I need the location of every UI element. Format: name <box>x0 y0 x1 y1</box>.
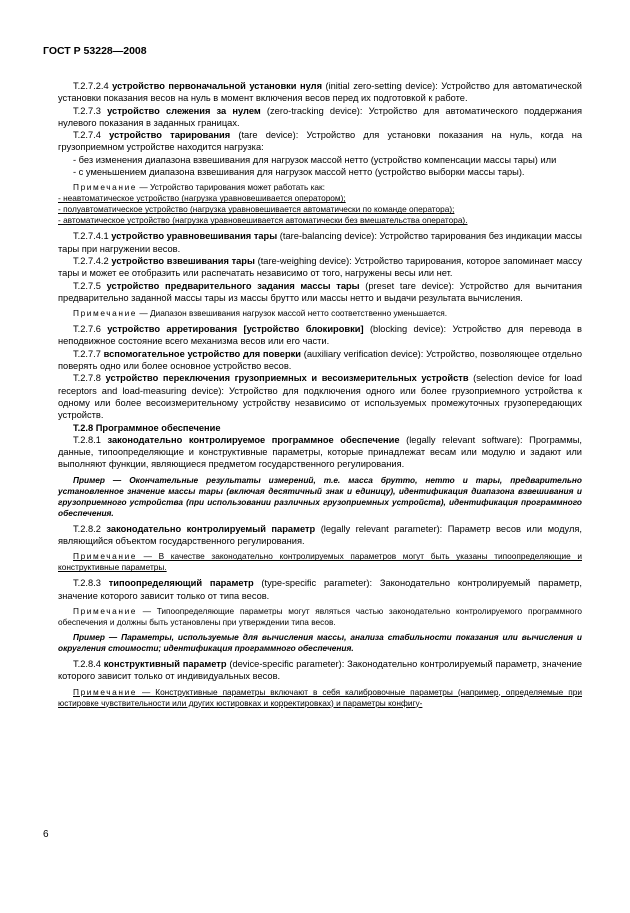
note-text: — Диапазон взвешивания нагрузок массой нетто соответственно уменьшается. <box>137 308 448 319</box>
paragraph <box>58 154 582 166</box>
term-name: устройство взвешивания тары <box>111 255 255 266</box>
example-text: Пример — Окончательные результаты измерений, т.е. масса брутто, нетто и тары, предварительно установленное значение массы тары (включая десятичный знак и единицу), идентификация диапазона взвешивания и грузоприемного устройства (при использовании различных грузоприемных устройств), идентификация программного обеспечения. <box>58 474 582 518</box>
term-number: Т.2.8.3 <box>73 578 101 589</box>
paragraph-text: - без изменения диапазона взвешивания для нагрузок массой нетто (устройство компенсации массы тары) или <box>73 154 557 165</box>
term-definition <box>58 577 582 602</box>
term-definition <box>58 348 582 373</box>
term-definition <box>58 372 582 421</box>
note-label: Примечание <box>73 605 138 616</box>
term-name: законодательно контролируемый параметр <box>106 523 316 534</box>
term-name: устройство предварительного задания массы тары <box>106 280 360 291</box>
paragraph-text: - с уменьшением диапазона взвешивания для нагрузок массой нетто (устройство выборки массы тары). <box>73 167 525 178</box>
term-name: конструктивный параметр <box>103 658 227 669</box>
note <box>58 308 582 319</box>
example <box>58 475 582 519</box>
term-text: (legally relevant software): Программы, данные, типоопределяющие и конструктивные параметры, которые принадлежат весам или модулю и задают или выполняют функции, являющиеся предметом государственного регулирования. <box>58 434 582 470</box>
note-line <box>58 193 582 204</box>
term-definition <box>58 230 582 255</box>
term-definition <box>58 323 582 348</box>
term-number: Т.2.7.5 <box>73 280 101 291</box>
term-text: (tare-balancing device): Устройство тарирования без индикации массы тары при нагружении весов. <box>58 231 582 254</box>
term-name: устройство арретирования [устройство блокировки] <box>107 324 364 335</box>
note-text: — Устройство тарирования может работать как: <box>137 182 325 193</box>
term-definition <box>58 280 582 305</box>
note-line-text: - автоматическое устройство (нагрузка уравновешивается автоматически без вмешательства оператора). <box>58 215 468 226</box>
page-number: 6 <box>43 829 49 840</box>
term-name: устройство уравновешивания тары <box>111 231 278 242</box>
term-name: вспомогательное устройство для поверки <box>103 348 301 359</box>
term-text: (auxiliary verification device): Устройство, позволяющее отдельно поверять одно или более основное устройство весов. <box>58 348 582 372</box>
note-label: Примечание <box>73 551 138 562</box>
term-definition <box>58 658 582 683</box>
term-number: Т.2.7.4 <box>73 130 101 141</box>
term-name: устройство переключения грузоприемных и весоизмерительных устройств <box>105 373 469 384</box>
note <box>58 551 582 573</box>
note-text: — Конструктивные параметры включают в себя калибровочные параметры (например, определяемые при юстировке чувствительности или других юстировках и корректировках) и параметры конфигу- <box>58 686 582 708</box>
note-line-text: - неавтоматическое устройство (нагрузка уравновешивается оператором); <box>58 193 346 204</box>
term-text: (initial zero-setting device): Устройство для автоматической установки показания весов на нуль в момент включения весов перед их подготовкой к работе. <box>58 81 582 104</box>
term-definition <box>58 523 582 548</box>
term-text: (type-specific parameter): Законодательно контролируемый параметр, значение которого зависит только от типа весов. <box>58 578 582 601</box>
note <box>58 182 582 193</box>
term-text: (blocking device): Устройство для перевода в неподвижное состояние всего механизма весов или его части. <box>58 324 582 347</box>
term-text: (selection device for load receptors and load-measuring device): Устройство для подключения одного или более грузоприемного устройства к одному или более весоизмерительному устройству независимо от используемых промежуточных грузопередающих устройств. <box>58 373 582 421</box>
term-text: (legally relevant parameter): Параметр весов или модуля, являющийся объектом государственного регулирования. <box>58 523 582 547</box>
term-number: Т.2.7.2.4 <box>73 81 109 91</box>
term-text: (zero-tracking device): Устройство для автоматического поддержания нулевого показания в заданных границах. <box>58 105 582 128</box>
example-text: Пример — Параметры, используемые для вычисления массы, анализа стабильности показания или вычисления и округления стоимости; идентификация программного обеспечения. <box>58 631 582 653</box>
term-definition <box>58 255 582 280</box>
term-text: (device-specific parameter): Законодательно контролируемый параметр, значение которого зависит только от индивидуальных весов. <box>58 658 582 682</box>
term-name: типоопределяющий параметр <box>108 578 254 589</box>
document-body <box>58 80 582 709</box>
term-definition <box>58 80 582 105</box>
note-label: Примечание <box>73 308 138 319</box>
section-heading-text: Т.2.8 Программное обеспечение <box>73 422 221 433</box>
note-label: Примечание <box>73 182 138 193</box>
term-number: Т.2.7.4.1 <box>73 231 109 242</box>
example <box>58 632 582 654</box>
note <box>58 606 582 628</box>
note-line <box>58 215 582 226</box>
term-number: Т.2.8.4 <box>73 658 101 669</box>
term-name: законодательно контролируемое программное обеспечение <box>107 434 400 445</box>
note <box>58 687 582 709</box>
note-label: Примечание <box>73 686 138 697</box>
term-number: Т.2.7.3 <box>73 105 101 116</box>
term-number: Т.2.7.8 <box>73 373 101 384</box>
note-line <box>58 204 582 215</box>
term-text: (tare device): Устройство для установки показания на нуль, когда на грузоприемном устройстве находится нагрузка: <box>58 130 583 153</box>
section-heading <box>58 422 582 434</box>
term-number: Т.2.7.4.2 <box>73 255 109 266</box>
note-text: — Типоопределяющие параметры могут являться частью законодательно контролируемого программного обеспечения и должны быть установлены при утверждении типа весов. <box>58 605 582 627</box>
paragraph <box>58 166 582 178</box>
term-text: (preset tare device): Устройство для вычитания предварительно заданной массы тары из массы брутто или массы нетто и выдачи результата вычисления. <box>58 280 582 303</box>
term-definition <box>58 434 582 471</box>
term-name: устройство тарирования <box>109 130 231 141</box>
page-header: ГОСТ Р 53228—2008 <box>43 45 147 57</box>
term-number: Т.2.8.2 <box>73 523 101 534</box>
note-text: — В качестве законодательно контролируемых параметров могут быть указаны типоопределяющие и конструктивные параметры. <box>58 551 582 573</box>
term-definition <box>58 129 582 154</box>
note-line-text: - полуавтоматическое устройство (нагрузка уравновешивается автоматически по команде оператора); <box>58 204 455 215</box>
term-name: устройство слежения за нулем <box>107 105 261 116</box>
term-definition <box>58 105 582 130</box>
term-name: устройство первоначальной установки нуля <box>112 81 322 91</box>
term-number: Т.2.7.7 <box>73 348 101 359</box>
term-number: Т.2.7.6 <box>73 324 101 335</box>
term-text: (tare-weighing device): Устройство тарирования, которое запоминает массу тары и может ее отобразить или распечатать независимо от того, нагружены весы или нет. <box>58 255 582 279</box>
term-number: Т.2.8.1 <box>73 434 101 445</box>
